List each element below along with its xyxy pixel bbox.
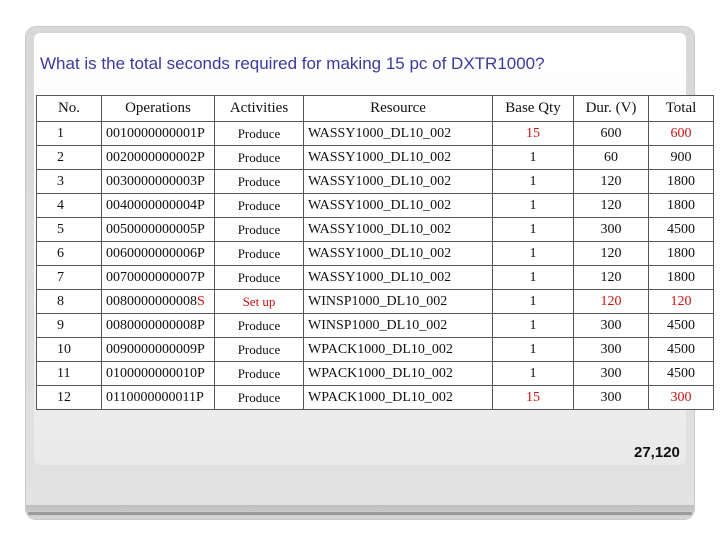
header-total: Total: [649, 96, 714, 122]
cell-operation: 0080000000008S: [102, 290, 215, 314]
cell-base-qty: 1: [493, 170, 574, 194]
cell-resource: WPACK1000_DL10_002: [304, 362, 493, 386]
operations-table: [36, 95, 714, 410]
cell-resource: WPACK1000_DL10_002: [304, 386, 493, 410]
cell-duration: 300: [574, 386, 649, 410]
cell-no: 3: [37, 170, 102, 194]
cell-no: 4: [37, 194, 102, 218]
header-operations: Operations: [102, 96, 215, 122]
cell-duration: 120: [574, 242, 649, 266]
cell-total: 1800: [649, 194, 714, 218]
table-row: [37, 314, 714, 338]
cell-activity: Produce: [215, 362, 304, 386]
cell-base-qty: 1: [493, 338, 574, 362]
cell-activity: Produce: [215, 122, 304, 146]
cell-operation: 0020000000002P: [102, 146, 215, 170]
cell-activity: Produce: [215, 242, 304, 266]
cell-duration: 300: [574, 218, 649, 242]
header-resource: Resource: [304, 96, 493, 122]
cell-total: 120: [649, 290, 714, 314]
cell-operation: 0010000000001P: [102, 122, 215, 146]
cell-total: 1800: [649, 242, 714, 266]
table-header-row: [37, 96, 714, 122]
cell-operation: 0060000000006P: [102, 242, 215, 266]
cell-operation: 0040000000004P: [102, 194, 215, 218]
header-base-qty: Base Qty: [493, 96, 574, 122]
cell-operation: 0050000000005P: [102, 218, 215, 242]
cell-no: 1: [37, 122, 102, 146]
cell-resource: WPACK1000_DL10_002: [304, 338, 493, 362]
cell-duration: 300: [574, 314, 649, 338]
table-row: [37, 218, 714, 242]
cell-resource: WASSY1000_DL10_002: [304, 170, 493, 194]
cell-duration: 600: [574, 122, 649, 146]
cell-total: 4500: [649, 218, 714, 242]
cell-duration: 300: [574, 338, 649, 362]
cell-activity: Produce: [215, 338, 304, 362]
cell-base-qty: 1: [493, 362, 574, 386]
cell-base-qty: 1: [493, 266, 574, 290]
cell-no: 2: [37, 146, 102, 170]
cell-base-qty: 1: [493, 218, 574, 242]
cell-no: 5: [37, 218, 102, 242]
cell-activity: Produce: [215, 194, 304, 218]
cell-base-qty: 15: [493, 122, 574, 146]
slide-bottom-line: [28, 512, 692, 515]
cell-base-qty: 1: [493, 194, 574, 218]
cell-activity: Produce: [215, 386, 304, 410]
cell-no: 8: [37, 290, 102, 314]
cell-resource: WASSY1000_DL10_002: [304, 242, 493, 266]
cell-total: 300: [649, 386, 714, 410]
cell-resource: WINSP1000_DL10_002: [304, 290, 493, 314]
cell-no: 10: [37, 338, 102, 362]
cell-base-qty: 1: [493, 242, 574, 266]
cell-total: 1800: [649, 266, 714, 290]
cell-activity: Produce: [215, 170, 304, 194]
cell-total: 4500: [649, 362, 714, 386]
cell-no: 9: [37, 314, 102, 338]
table-row: [37, 194, 714, 218]
header-duration: Dur. (V): [574, 96, 649, 122]
cell-operation: 0070000000007P: [102, 266, 215, 290]
cell-resource: WASSY1000_DL10_002: [304, 218, 493, 242]
cell-total: 900: [649, 146, 714, 170]
cell-activity: Set up: [215, 290, 304, 314]
table-row: [37, 362, 714, 386]
table-row: [37, 266, 714, 290]
cell-activity: Produce: [215, 218, 304, 242]
cell-total: 1800: [649, 170, 714, 194]
cell-operation: 0100000000010P: [102, 362, 215, 386]
table-row: [37, 122, 714, 146]
table-row: [37, 338, 714, 362]
question-title: What is the total seconds required for making 15 pc of DXTR1000?: [40, 54, 545, 73]
cell-no: 6: [37, 242, 102, 266]
cell-duration: 60: [574, 146, 649, 170]
cell-activity: Produce: [215, 146, 304, 170]
cell-activity: Produce: [215, 266, 304, 290]
table-row: [37, 146, 714, 170]
cell-total: 600: [649, 122, 714, 146]
cell-resource: WASSY1000_DL10_002: [304, 146, 493, 170]
grand-total: 27,120: [634, 444, 680, 461]
cell-duration: 120: [574, 170, 649, 194]
cell-operation: 0080000000008P: [102, 314, 215, 338]
table-row: [37, 170, 714, 194]
cell-total: 4500: [649, 314, 714, 338]
cell-duration: 300: [574, 362, 649, 386]
table-row: [37, 386, 714, 410]
cell-operation: 0090000000009P: [102, 338, 215, 362]
cell-base-qty: 1: [493, 146, 574, 170]
table-row: [37, 290, 714, 314]
cell-no: 7: [37, 266, 102, 290]
cell-duration: 120: [574, 290, 649, 314]
cell-duration: 120: [574, 266, 649, 290]
cell-no: 11: [37, 362, 102, 386]
cell-resource: WASSY1000_DL10_002: [304, 194, 493, 218]
cell-operation: 0110000000011P: [102, 386, 215, 410]
cell-base-qty: 1: [493, 314, 574, 338]
header-activities: Activities: [215, 96, 304, 122]
table-row: [37, 242, 714, 266]
cell-resource: WASSY1000_DL10_002: [304, 266, 493, 290]
cell-base-qty: 15: [493, 386, 574, 410]
cell-base-qty: 1: [493, 290, 574, 314]
table-body: [37, 122, 714, 410]
cell-activity: Produce: [215, 314, 304, 338]
header-no: No.: [37, 96, 102, 122]
cell-total: 4500: [649, 338, 714, 362]
cell-resource: WINSP1000_DL10_002: [304, 314, 493, 338]
setup-suffix: S: [197, 293, 205, 309]
cell-operation: 0030000000003P: [102, 170, 215, 194]
cell-resource: WASSY1000_DL10_002: [304, 122, 493, 146]
cell-duration: 120: [574, 194, 649, 218]
cell-no: 12: [37, 386, 102, 410]
